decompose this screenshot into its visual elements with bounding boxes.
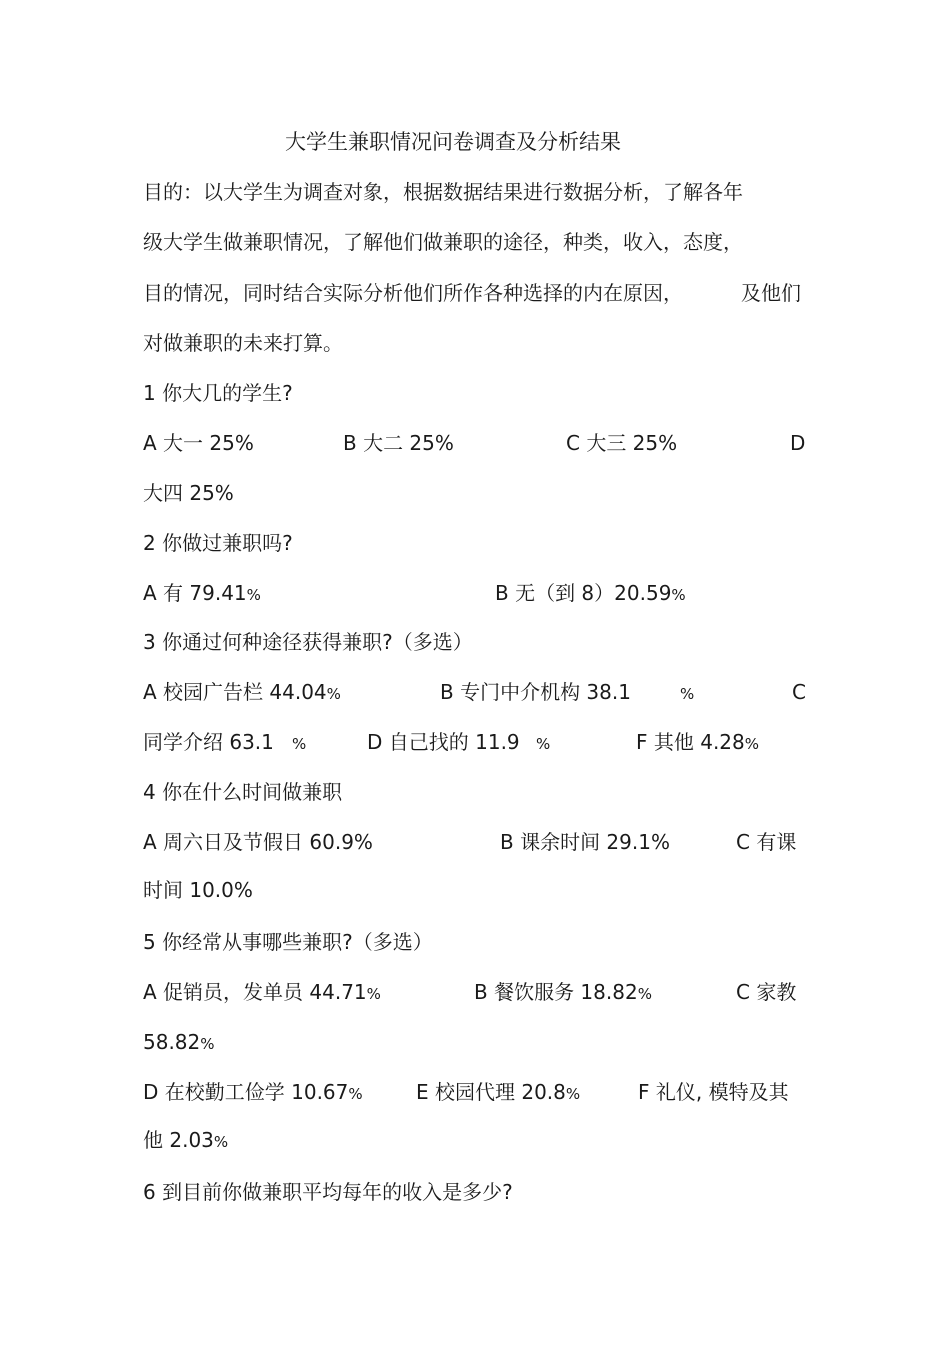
q3-option-c-letter: C [792, 680, 806, 704]
q2-option-b-text: B 无（到 8）20.59 [495, 581, 672, 605]
q5-option-c-pct: % [200, 1035, 215, 1053]
q5-option-c: C 家教 [736, 980, 797, 1004]
document-title: 大学生兼职情况问卷调查及分析结果 [285, 130, 621, 154]
q1-option-d-text: 大四 25% [143, 481, 234, 505]
q4-option-b: B 课余时间 29.1% [500, 830, 670, 854]
q1-option-d-letter: D [790, 431, 806, 455]
question-1: 1 你大几的学生? [143, 381, 293, 405]
q5-option-e [416, 1078, 580, 1108]
q1-option-c: C 大三 25% [566, 431, 678, 455]
q3-option-c [143, 728, 274, 756]
q5-option-e-text: E 校园代理 20.8 [416, 1080, 566, 1104]
q3-option-f-pct: % [744, 735, 760, 753]
q2-option-a [143, 579, 261, 609]
intro-line-1: 目的：以大学生为调查对象，根据数据结果进行数据分析，了解各年 [143, 180, 743, 204]
q3-option-b-pct: % [680, 685, 695, 703]
question-2: 2 你做过兼职吗? [143, 531, 293, 555]
intro-line-3-part-2: 及他们 [741, 281, 801, 305]
q5-option-a [143, 978, 381, 1008]
q5-option-f-pct: % [213, 1133, 229, 1151]
q3-option-d-text: D 自己找的 11.9 [367, 730, 520, 754]
q3-option-b-pct-wrap [680, 678, 694, 708]
q3-option-a-pct: % [326, 685, 341, 703]
q3-option-d [367, 728, 520, 756]
q5-option-f-cont [143, 1126, 228, 1156]
q2-option-a-text: A 有 79.41 [143, 581, 247, 605]
q2-option-a-pct: % [246, 586, 261, 604]
q2-option-b-pct: % [671, 586, 686, 604]
q3-option-d-pct: % [536, 735, 551, 753]
q4-option-c-cont: 时间 10.0% [143, 878, 253, 902]
q3-option-b [440, 678, 631, 706]
intro-line-3-part-1: 目的情况，同时结合实际分析他们所作各种选择的内在原因， [143, 281, 683, 305]
q5-option-b [474, 978, 652, 1008]
q3-option-c-text: 同学介绍 63.1 [143, 730, 274, 754]
q5-option-b-text: B 餐饮服务 18.82 [474, 980, 638, 1004]
q3-option-a [143, 678, 341, 708]
q5-option-c-text: 58.82 [143, 1030, 201, 1054]
q2-option-b [495, 579, 686, 609]
q5-option-f: F 礼仪, 模特及其 [638, 1080, 789, 1104]
intro-line-4: 对做兼职的未来打算。 [143, 331, 343, 355]
intro-line-3 [143, 279, 683, 307]
q3-option-f-text: F 其他 4.28 [636, 730, 745, 754]
q5-option-b-pct: % [637, 985, 652, 1003]
q1-option-b: B 大二 25% [343, 431, 454, 455]
q4-option-a: A 周六日及节假日 60.9% [143, 830, 373, 854]
question-4: 4 你在什么时间做兼职 [143, 780, 343, 804]
q3-option-c-pct: % [292, 735, 307, 753]
question-6: 6 到目前你做兼职平均每年的收入是多少? [143, 1180, 513, 1204]
q5-option-c-cont [143, 1028, 215, 1058]
q1-option-a: A 大一 25% [143, 431, 254, 455]
intro-line-2: 级大学生做兼职情况，了解他们做兼职的途径，种类，收入，态度， [143, 230, 743, 254]
question-5: 5 你经常从事哪些兼职?（多选） [143, 930, 433, 954]
q5-option-d-text: D 在校勤工俭学 10.67 [143, 1080, 349, 1104]
q3-option-b-text: B 专门中介机构 38.1 [440, 680, 631, 704]
q5-option-d [143, 1078, 363, 1108]
question-3: 3 你通过何种途径获得兼职?（多选） [143, 630, 473, 654]
q5-option-a-pct: % [366, 985, 381, 1003]
q5-option-f-text: 他 2.03 [143, 1128, 214, 1152]
q3-option-c-pct-wrap [292, 728, 306, 758]
q4-option-c: C 有课 [736, 830, 797, 854]
q3-option-a-text: A 校园广告栏 44.04 [143, 680, 327, 704]
q5-option-d-pct: % [348, 1085, 363, 1103]
q5-option-e-pct: % [565, 1085, 581, 1103]
q3-option-d-pct-wrap [536, 728, 550, 758]
q3-option-f [636, 728, 759, 758]
q5-option-a-text: A 促销员，发单员 44.71 [143, 980, 367, 1004]
